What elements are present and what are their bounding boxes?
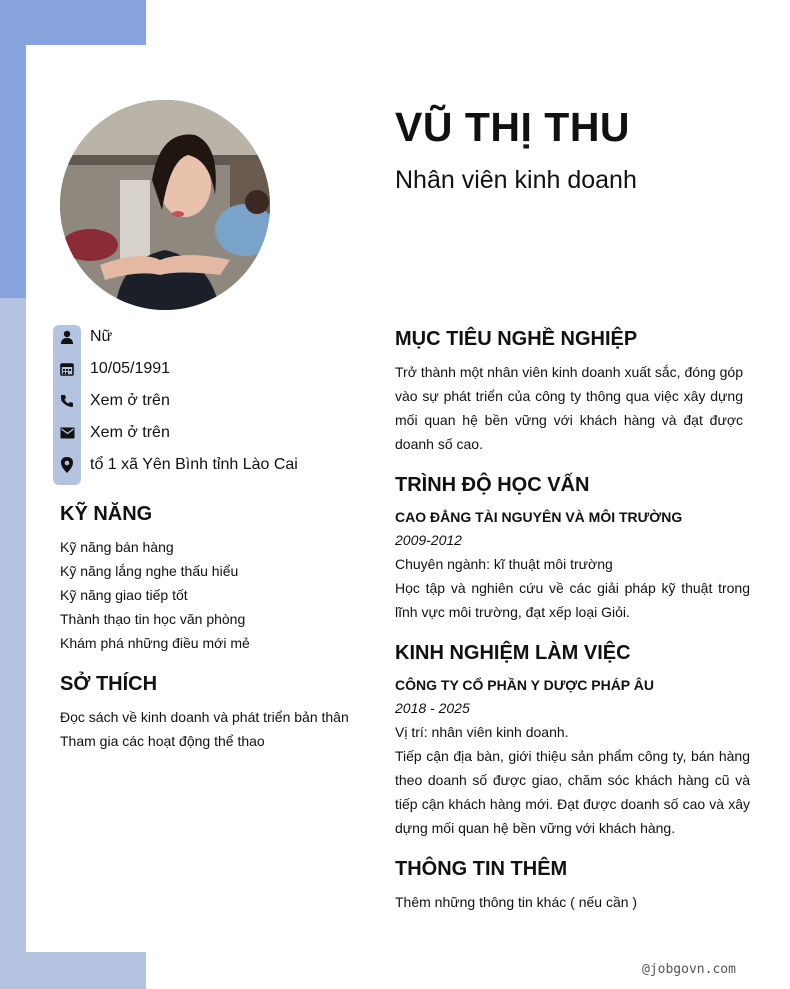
- education-heading: TRÌNH ĐỘ HỌC VẤN: [395, 474, 590, 496]
- list-item: Đọc sách về kinh doanh và phát triển bản thân: [60, 709, 349, 725]
- experience-heading: KINH NGHIỆM LÀM VIỆC: [395, 642, 631, 664]
- experience-description: Tiếp cận địa bàn, giới thiệu sản phẩm công ty, bán hàng theo doanh số được giao, chăm sóc khách hàng cũ và tiếp cận khách hàng mới. Đạt được doanh số cao và xây dựng mối quan hệ bền vững với khách hàng.: [395, 748, 750, 836]
- calendar-icon: [53, 362, 81, 376]
- gender-value: Nữ: [90, 328, 113, 345]
- contact-phone: [53, 385, 170, 417]
- contact-email: [53, 417, 170, 449]
- hobbies-heading: SỞ THÍCH: [60, 673, 158, 695]
- email-icon: [53, 427, 81, 439]
- objective-text-content: Trở thành một nhân viên kinh doanh xuất sắc, đóng góp vào sự phát triển của công ty thông qua việc xây dựng mối quan hệ bền vững với khách hàng và đạt được doanh số cao.: [395, 364, 743, 452]
- birthdate-value: 10/05/1991: [90, 360, 171, 377]
- additional-heading: THÔNG TIN THÊM: [395, 858, 568, 880]
- education-major: Chuyên ngành: kĩ thuật môi trường: [395, 556, 613, 572]
- hobbies-list: [60, 705, 349, 753]
- list-item: Khám phá những điều mới mẻ: [60, 635, 250, 651]
- contact-address: [53, 449, 298, 481]
- candidate-title: Nhân viên kinh doanh: [395, 166, 637, 194]
- skills-list: [60, 535, 250, 655]
- email-value: Xem ở trên: [90, 424, 170, 441]
- watermark: @jobgovn.com: [642, 962, 736, 977]
- education-description: Học tập và nghiên cứu về các giải pháp kỹ thuật trong lĩnh vực môi trường, đạt xếp loại Giỏi.: [395, 580, 750, 620]
- contact-gender: [53, 321, 112, 353]
- profile-photo: [60, 100, 270, 310]
- address-value: tổ 1 xã Yên Bình tỉnh Lào Cai: [90, 456, 298, 473]
- experience-period: 2018 - 2025: [395, 700, 470, 716]
- list-item: Thành thạo tin học văn phòng: [60, 611, 246, 627]
- objective-heading: MỤC TIÊU NGHỀ NGHIỆP: [395, 328, 638, 350]
- education-school: CAO ĐẲNG TÀI NGUYÊN VÀ MÔI TRƯỜNG: [395, 509, 683, 525]
- skills-heading: KỸ NĂNG: [60, 503, 153, 525]
- phone-icon: [53, 394, 81, 408]
- list-item: Kỹ năng giao tiếp tốt: [60, 587, 188, 603]
- additional-text: Thêm những thông tin khác ( nếu cần ): [395, 894, 638, 910]
- list-item: Tham gia các hoạt động thể thao: [60, 733, 265, 749]
- education-period: 2009-2012: [395, 532, 462, 548]
- experience-company: CÔNG TY CỔ PHẦN Y DƯỢC PHÁP ÂU: [395, 677, 655, 693]
- list-item: Kỹ năng bán hàng: [60, 539, 174, 555]
- list-item: Kỹ năng lắng nghe thấu hiểu: [60, 563, 239, 579]
- person-icon: [53, 330, 81, 344]
- contact-birthdate: [53, 353, 170, 385]
- objective-text: [395, 360, 743, 456]
- candidate-name: VŨ THỊ THU: [395, 104, 631, 150]
- phone-value: Xem ở trên: [90, 392, 170, 409]
- experience-position: Vị trí: nhân viên kinh doanh.: [395, 724, 569, 740]
- location-pin-icon: [53, 457, 81, 473]
